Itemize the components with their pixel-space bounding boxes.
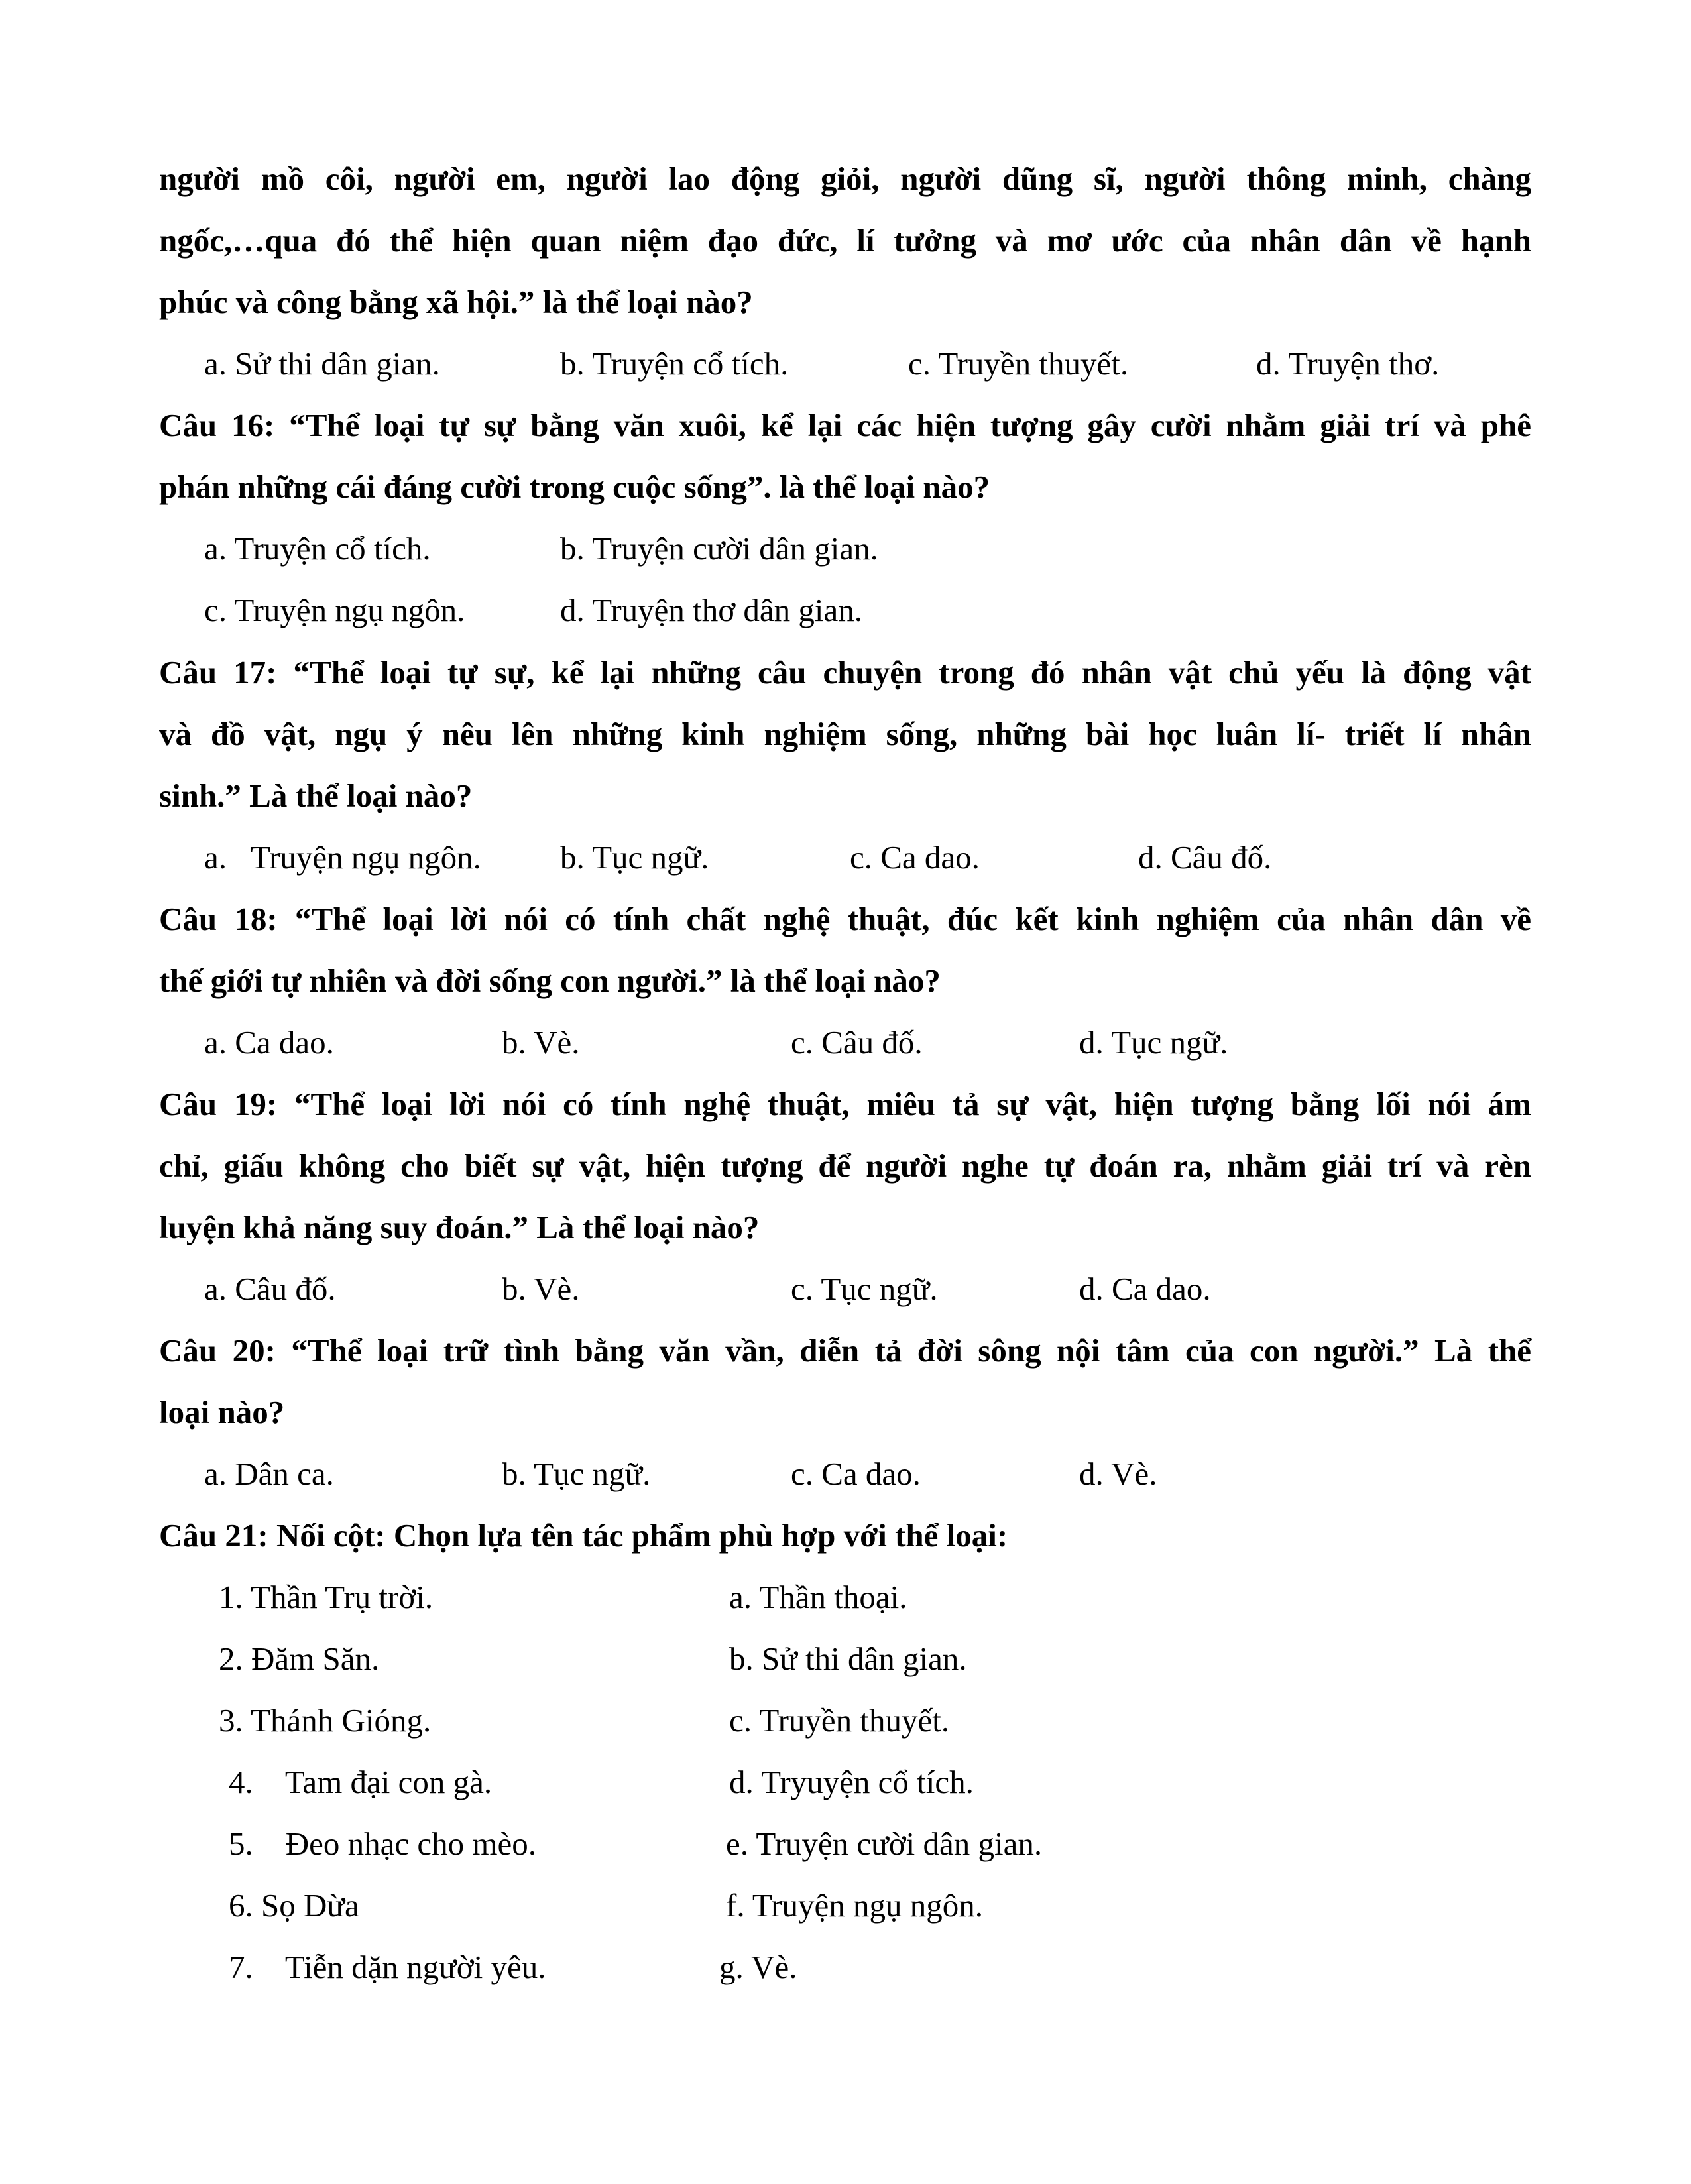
q15-line-3: phúc và công bằng xã hội.” là thể loại nào?	[159, 284, 753, 320]
q18-line-2: thế giới tự nhiên và đời sống con người.” là thể loại nào?	[159, 962, 941, 999]
q20-option-c: c. Ca dao.	[791, 1456, 921, 1492]
q17-option-c: c. Ca dao.	[850, 839, 980, 876]
q15-line-1: người mồ côi, người em, người lao động giỏi, người dũng sĩ, người thông minh, chàng	[159, 160, 1531, 197]
q21-left-item-2: 2. Đăm Săn.	[219, 1640, 380, 1677]
q18-option-d: d. Tục ngữ.	[1079, 1024, 1228, 1061]
q16-line-2: phán những cái đáng cười trong cuộc sống”. là thể loại nào?	[159, 469, 990, 505]
q21-right-item-a: a. Thần thoại.	[729, 1579, 907, 1615]
q15-line-2: ngốc,…qua đó thể hiện quan niệm đạo đức, lí tưởng và mơ ước của nhân dân về hạnh	[159, 222, 1531, 259]
q21-right-item-f: f. Truyện ngụ ngôn.	[726, 1887, 983, 1924]
q19-line-3: luyện khả năng suy đoán.” Là thể loại nào?	[159, 1209, 760, 1245]
q21-right-item-g: g. Vè.	[719, 1949, 797, 1985]
q17-option-b: b. Tục ngữ.	[560, 839, 709, 876]
q18-option-a: a. Ca dao.	[204, 1024, 334, 1061]
q21-title: Câu 21: Nối cột: Chọn lựa tên tác phẩm phù hợp với thể loại:	[159, 1517, 1008, 1554]
q17-option-a: a. Truyện ngụ ngôn.	[204, 839, 481, 876]
q20-option-b: b. Tục ngữ.	[502, 1456, 651, 1492]
q20-line-2: loại nào?	[159, 1394, 285, 1430]
q21-left-item-6: 6. Sọ Dừa	[229, 1887, 359, 1924]
q20-option-d: d. Vè.	[1079, 1456, 1157, 1492]
q16-option-c: c. Truyện ngụ ngôn.	[204, 592, 465, 628]
q17-option-d: d. Câu đố.	[1138, 839, 1272, 876]
q15-option-b: b. Truyện cổ tích.	[560, 345, 789, 382]
q19-option-b: b. Vè.	[502, 1271, 580, 1307]
q17-line-2: và đồ vật, ngụ ý nêu lên những kinh nghiệm sống, những bài học luân lí- triết lí nhân	[159, 716, 1531, 752]
q21-left-item-4: 4. Tam đại con gà.	[229, 1764, 493, 1800]
q16-line-1: Câu 16: “Thể loại tự sự bằng văn xuôi, kể lại các hiện tượng gây cười nhằm giải trí và phê	[159, 407, 1531, 443]
q19-option-c: c. Tục ngữ.	[791, 1271, 938, 1307]
q17-line-3: sinh.” Là thể loại nào?	[159, 777, 473, 814]
q21-left-item-3: 3. Thánh Gióng.	[219, 1702, 432, 1739]
q19-option-a: a. Câu đố.	[204, 1271, 336, 1307]
q15-option-c: c. Truyền thuyết.	[908, 345, 1129, 382]
q18-line-1: Câu 18: “Thể loại lời nói có tính chất nghệ thuật, đúc kết kinh nghiệm của nhân dân về	[159, 901, 1531, 937]
q16-option-b: b. Truyện cười dân gian.	[560, 530, 878, 567]
q20-line-1: Câu 20: “Thể loại trữ tình bằng văn vần, diễn tả đời sông nội tâm của con người.” Là thể	[159, 1332, 1531, 1369]
q19-option-d: d. Ca dao.	[1079, 1271, 1211, 1307]
q19-line-2: chỉ, giấu không cho biết sự vật, hiện tượng để người nghe tự đoán ra, nhằm giải trí và rèn	[159, 1147, 1531, 1184]
q16-option-a: a. Truyện cổ tích.	[204, 530, 431, 567]
q18-option-c: c. Câu đố.	[791, 1024, 923, 1061]
q16-option-d: d. Truyện thơ dân gian.	[560, 592, 863, 628]
q21-right-item-e: e. Truyện cười dân gian.	[726, 1825, 1043, 1862]
q21-left-item-5: 5. Đeo nhạc cho mèo.	[229, 1825, 536, 1862]
q21-right-item-d: d. Tryuyện cổ tích.	[729, 1764, 974, 1800]
q18-option-b: b. Vè.	[502, 1024, 580, 1061]
q15-option-a: a. Sử thi dân gian.	[204, 345, 440, 382]
q15-option-d: d. Truyện thơ.	[1256, 345, 1440, 382]
q17-line-1: Câu 17: “Thể loại tự sự, kể lại những câu chuyện trong đó nhân vật chủ yếu là động vật	[159, 654, 1531, 691]
q21-left-item-7: 7. Tiễn dặn người yêu.	[229, 1949, 546, 1985]
q21-left-item-1: 1. Thần Trụ trời.	[219, 1579, 434, 1615]
q21-right-item-c: c. Truyền thuyết.	[729, 1702, 950, 1739]
q20-option-a: a. Dân ca.	[204, 1456, 334, 1492]
q21-right-item-b: b. Sử thi dân gian.	[729, 1640, 967, 1677]
q19-line-1: Câu 19: “Thể loại lời nói có tính nghệ thuật, miêu tả sự vật, hiện tượng bằng lối nói ám	[159, 1086, 1531, 1122]
